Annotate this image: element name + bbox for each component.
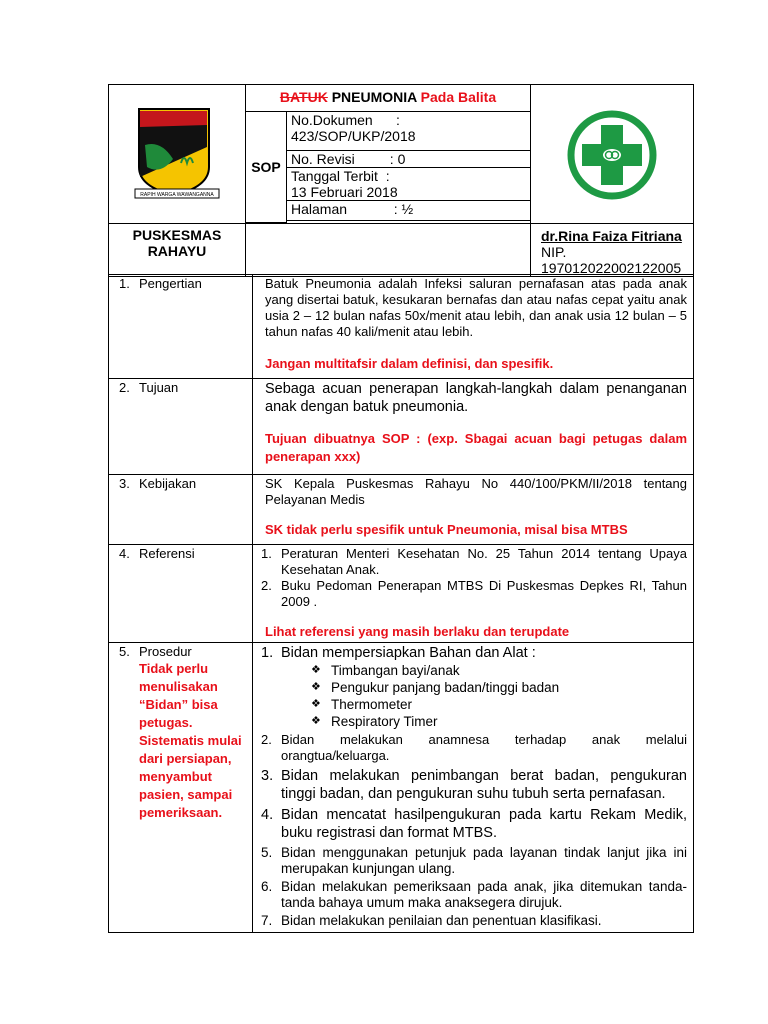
label-prosedur: Prosedur xyxy=(139,644,192,659)
diamond-bullet-icon: ❖ xyxy=(311,715,321,727)
tool-item: ❖ Timbangan bayi/anak xyxy=(311,663,460,678)
tool-item: ❖ Pengukur panjang badan/tinggi badan xyxy=(311,680,560,695)
reference-item: 2. Buku Pedoman Penerapan MTBS Di Puskesmas Depkes RI, Tahun 2009 . xyxy=(261,578,687,609)
row-kebijakan: 3. Kebijakan SK Kepala Puskesmas Rahayu No 440/100/PKM/II/2018 tentang Pelayanan Medis SK tidak perlu spesifik untuk Pneumonia, misal bisa MTBS xyxy=(109,475,694,545)
header-table xyxy=(108,84,694,277)
diamond-bullet-icon: ❖ xyxy=(311,698,321,710)
row-pengertian: 1. Pengertian Batuk Pneumonia adalah Infeksi saluran pernafasan atas pada anak yang disertai batuk, kesukaran bernafas dan atau nafas cepat yaitu anak usia 2 – 12 bulan nafas 50x/menit atau lebih, dan anak usia 12 bulan – 5 tahun nafas 40 kali/menit atau lebih. Jangan multitafsir dalam definisi, dan spesifik. xyxy=(109,275,694,379)
note-tujuan: Tujuan dibuatnya SOP : (exp. Sbagai acuan bagi petugas dalam penerapan xxx) xyxy=(265,431,687,464)
sop-content-table xyxy=(108,274,694,933)
health-cross-logo xyxy=(531,85,693,220)
tool-item: ❖ Respiratory Timer xyxy=(311,714,438,729)
document-title: BATUK PNEUMONIA Pada Balita xyxy=(246,85,531,112)
text-kebijakan: SK Kepala Puskesmas Rahayu No 440/100/PKM/II/2018 tentang Pelayanan Medis xyxy=(265,476,687,507)
tool-item: ❖ Thermometer xyxy=(311,697,413,712)
text-tujuan: Sebaga acuan penerapan langkah-langkah dalam penanganan anak dengan batuk pneumonia. xyxy=(265,381,687,415)
label-kebijakan: Kebijakan xyxy=(139,476,197,491)
signature-cell: dr.Rina Faiza Fitriana NIP. 197012022002122005 xyxy=(531,224,694,277)
procedure-step: 6. Bidan melakukan pemeriksaan pada anak, jika ditemukan tanda-tanda bahaya umum maka anaksegera dirujuk. xyxy=(261,879,687,910)
tools-list xyxy=(281,662,687,730)
procedure-step: 5. Bidan menggunakan petunjuk pada layanan tindak lanjut jika ini merupakan kunjungan ulang. xyxy=(261,845,687,876)
label-tujuan: Tujuan xyxy=(139,380,179,395)
sop-label: SOP xyxy=(246,112,287,223)
diamond-bullet-icon: ❖ xyxy=(311,664,321,676)
note-kebijakan: SK tidak perlu spesifik untuk Pneumonia, misal bisa MTBS xyxy=(265,522,628,537)
emblem-banner-text: RAPIH WARGA WAWANGANNA xyxy=(140,192,214,198)
text-pengertian: Batuk Pneumonia adalah Infeksi saluran pernafasan atas pada anak yang disertai batuk, kesukaran bernafas dan atau nafas cepat yaitu anak usia 2 – 12 bulan nafas 50x/menit atau lebih, dan anak usia 12 bulan – 5 tahun nafas 40 kali/menit atau lebih. xyxy=(265,276,687,339)
reference-list xyxy=(261,546,687,610)
label-referensi: Referensi xyxy=(139,546,195,561)
left-logo-cell xyxy=(109,85,246,224)
note-prosedur: Tidak perlu menulisakan “Bidan” bisa petugas. Sistematis mulai dari persiapan, menyambut pasien, sampai pemeriksaan. xyxy=(139,661,242,820)
page-cell: Halaman : ½ xyxy=(287,201,531,221)
procedure-steps xyxy=(261,644,687,929)
blank-cell xyxy=(246,224,531,277)
reference-item: 1. Peraturan Menteri Kesehatan No. 25 Tahun 2014 tentang Upaya Kesehatan Anak. xyxy=(261,546,687,577)
regency-emblem-logo xyxy=(109,85,245,220)
org-name: PUSKESMAS RAHAYU xyxy=(109,224,246,277)
procedure-step: 2. Bidan melakukan anamnesa terhadap anak melalui orangtua/keluarga. xyxy=(261,732,687,763)
row-referensi: 4. Referensi 1. Peraturan Menteri Kesehatan No. 25 Tahun 2014 tentang Upaya Kesehatan Anak. 2. Buku Pedoman Penerapan MTBS Di Puskesmas Depkes RI, Tahun 2009 . Lihat referensi yang masih berlaku dan terupdate xyxy=(109,545,694,643)
right-logo-cell xyxy=(531,85,694,224)
procedure-step: 4. Bidan mencatat hasilpengukuran pada kartu Rekam Medik, buku registrasi dan format MTBS. xyxy=(261,807,687,841)
procedure-step: 3. Bidan melakukan penimbangan berat badan, pengukuran tinggi badan, dan pengukuran suhu tubuh serta pernafasan. xyxy=(261,768,687,802)
revision-cell: No. Revisi : 0 xyxy=(287,151,531,168)
note-referensi: Lihat referensi yang masih berlaku dan terupdate xyxy=(265,624,570,639)
procedure-step: 1. Bidan mempersiapkan Bahan dan Alat : ❖ Timbangan bayi/anak ❖ Pengukur panjang badan/tinggi badan ❖ Thermometer ❖ Respiratory Timer xyxy=(261,644,687,730)
issue-date-cell: Tanggal Terbit : 13 Februari 2018 xyxy=(287,168,531,201)
diamond-bullet-icon: ❖ xyxy=(311,681,321,693)
label-pengertian: Pengertian xyxy=(139,276,202,291)
row-tujuan: 2. Tujuan Sebaga acuan penerapan langkah-langkah dalam penanganan anak dengan batuk pneumonia. Tujuan dibuatnya SOP : (exp. Sbagai acuan bagi petugas dalam penerapan xxx) xyxy=(109,379,694,475)
row-prosedur: 5. Prosedur Tidak perlu menulisakan “Bidan” bisa petugas. Sistematis mulai dari persiapan, menyambut pasien, sampai pemeriksaan. 1. Bidan mempersiapkan Bahan dan Alat : ❖ Timbangan bayi/anak ❖ Pengukur panjang badan/tinggi badan ❖ Thermometer ❖ Respiratory Timer 2. Bidan melakukan anamnesa terhadap anak melalui orangtua/keluarga. 3. Bidan melakukan penimbangan berat badan, pengukuran tinggi badan, dan pengukuran suhu tubuh serta pernafasan. 4. Bidan mencatat hasilpengukuran pada kartu Rekam Medik, buku registrasi dan format MTBS. 5. Bidan menggunakan petunjuk pada layanan tindak lanjut jika ini merupakan kunjungan ulang. 6. Bidan melakukan pemeriksaan pada anak, jika ditemukan tanda-tanda bahaya umum maka anaksegera dirujuk. 7. Bidan melakukan penilaian dan penentuan klasifikasi. xyxy=(109,643,694,933)
note-pengertian: Jangan multitafsir dalam definisi, dan spesifik. xyxy=(265,356,554,371)
doc-number-cell: No.Dokumen : 423/SOP/UKP/2018 xyxy=(287,112,531,151)
procedure-step: 7. Bidan melakukan penilaian dan penentuan klasifikasi. xyxy=(261,913,602,928)
